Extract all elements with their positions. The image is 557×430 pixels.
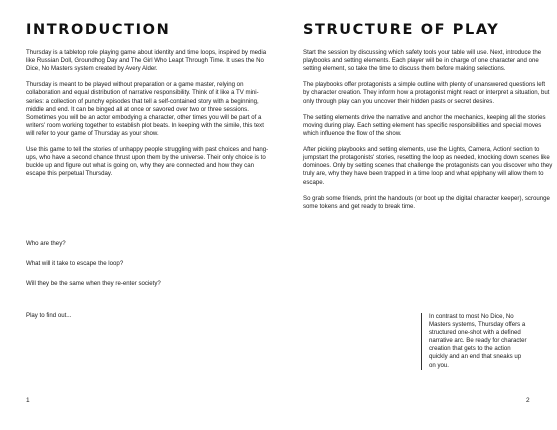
left-page (0, 0, 278, 430)
question-1: Who are they? (26, 240, 66, 247)
structure-paragraph-5: So grab some friends, print the handouts (or boot up the digital character keeper), scrounge some tokens and get ready to break time. (303, 194, 550, 210)
sidebar-note: In contrast to most No Dice, No Masters systems, Thursday offers a structured one-shot with a defined narrative arc. Be ready for character creation that gets to the action quickly and an end that sneaks up on you. (421, 313, 529, 370)
intro-paragraph-2: Thursday is meant to be played without preparation or a game master, relying on collaboration and equal distribution of narrative responsibility. Think of it like a TV mini-series: a collection of punchy episodes that tell a self-contained story with a beginning, middle and end. It can be binged all at once or savored over two or three sessions. Sometimes you will be an actor embodying a character, other times you will be part of a writers' room working together to establish plot beats. In keeping with the simile, this text will refer to your game of Thursday as your show. (26, 81, 264, 137)
structure-paragraph-1: Start the session by discussing which safety tools your table will use. Next, introduce the playbooks and setting elements. Each player will be in charge of one character and one setting element, so take the time to discuss them before making selections. (303, 49, 542, 73)
page-number-right: 2 (526, 397, 530, 404)
closing-line: Play to find out... (26, 312, 72, 319)
page-title-structure-of-play: STRUCTURE OF PLAY (303, 22, 500, 38)
structure-body (303, 49, 553, 219)
page-number-left: 1 (26, 397, 30, 404)
question-3: Will they be the same when they re-enter society? (26, 280, 161, 287)
structure-paragraph-2: The playbooks offer protagonists a simple outline with plenty of unanswered questions left by character creation. They inform how a protagonist might react or interpret a situation, but only through play can you uncover their hidden pasts or secret desires. (303, 81, 550, 105)
question-2: What will it take to escape the loop? (26, 260, 124, 267)
intro-paragraph-1: Thursday is a tabletop role playing game about identity and time loops, inspired by media like Russian Doll, Groundhog Day and The Girl Who Leapt Through Time. It uses the No Dice, No Masters system created by Avery Alder. (26, 49, 267, 73)
structure-paragraph-3: The setting elements drive the narrative and anchor the mechanics, keeping all the stories moving during play. Each setting element has specific responsibilities and special moves which influence the flow of the show. (303, 113, 546, 137)
structure-paragraph-4: After picking playbooks and setting elements, use the Lights, Camera, Action! section to jumpstart the protagonists' stories, resetting the loop as needed, knocking down scenes like dominoes. Only by setting scenes that challenge the protagonists can you discover who they truly are, why they have been trapped in a time loop and what epiphany will allow them to escape. (303, 146, 553, 186)
intro-paragraph-3: Use this game to tell the stories of unhappy people struggling with past choices and hang-ups, who have a second chance thrust upon them by the universe. Their only choice is to buckle up and figure out what is going on, why they are connected and how they can escape this perpetual Thursday. (26, 146, 269, 178)
page-title-introduction: INTRODUCTION (26, 22, 171, 38)
intro-body (26, 49, 274, 187)
